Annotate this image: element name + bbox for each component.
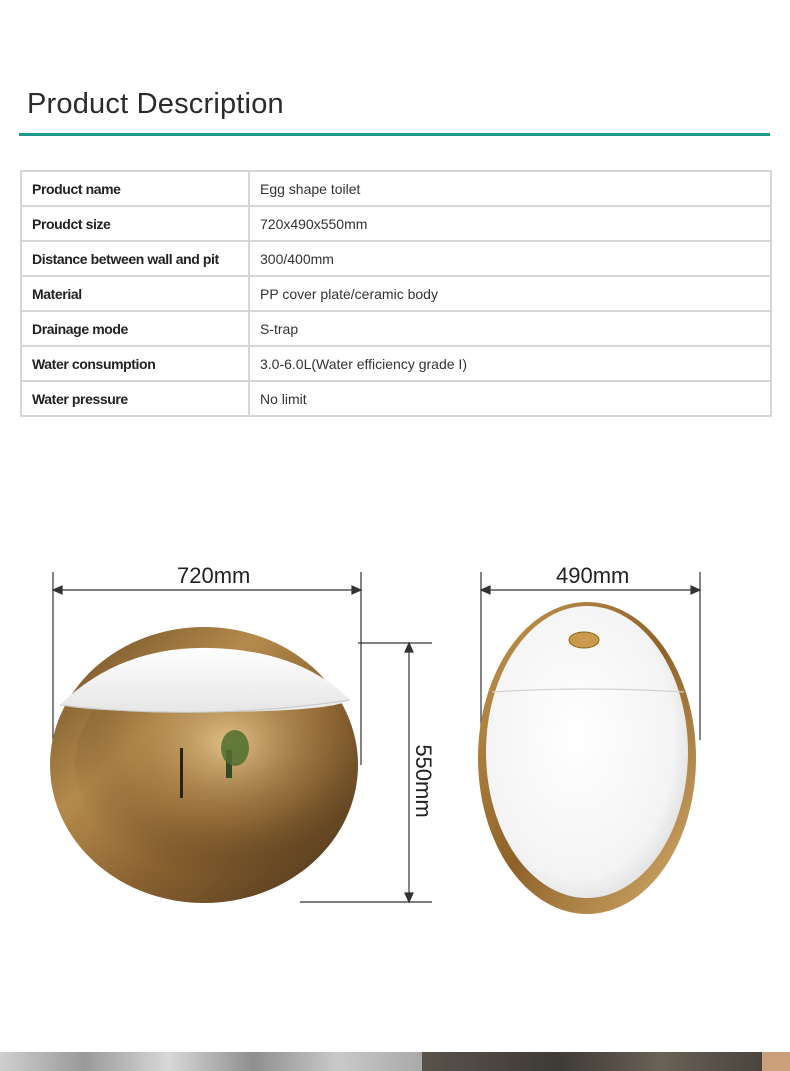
toilet-top-view-image: [478, 602, 696, 914]
spec-table: [20, 170, 772, 417]
spec-value: S-trap: [249, 311, 771, 346]
spec-label: Water consumption: [21, 346, 249, 381]
spec-value: Egg shape toilet: [249, 171, 771, 206]
spec-label: Product name: [21, 171, 249, 206]
spec-value: No limit: [249, 381, 771, 416]
spec-label: Proudct size: [21, 206, 249, 241]
table-row: [21, 171, 771, 206]
table-row: [21, 346, 771, 381]
spec-label: Distance between wall and pit: [21, 241, 249, 276]
depth-label: 490mm: [556, 563, 630, 588]
title-divider: [19, 133, 770, 136]
toilet-side-view-image: [50, 627, 358, 903]
dimension-drawing: [0, 540, 790, 940]
spec-value: PP cover plate/ceramic body: [249, 276, 771, 311]
height-label: 550mm: [411, 744, 436, 818]
spec-label: Drainage mode: [21, 311, 249, 346]
table-row: [21, 276, 771, 311]
spec-label: Material: [21, 276, 249, 311]
table-row: [21, 206, 771, 241]
dimension-lines-svg: [0, 540, 790, 940]
table-row: [21, 381, 771, 416]
section-title: Product Description: [27, 88, 284, 120]
spec-value: 300/400mm: [249, 241, 771, 276]
next-section-preview-image: [0, 1052, 790, 1071]
spec-label: Water pressure: [21, 381, 249, 416]
table-row: [21, 311, 771, 346]
spec-value: 720x490x550mm: [249, 206, 771, 241]
table-row: [21, 241, 771, 276]
spec-value: 3.0-6.0L(Water efficiency grade I): [249, 346, 771, 381]
width-label: 720mm: [177, 563, 251, 588]
